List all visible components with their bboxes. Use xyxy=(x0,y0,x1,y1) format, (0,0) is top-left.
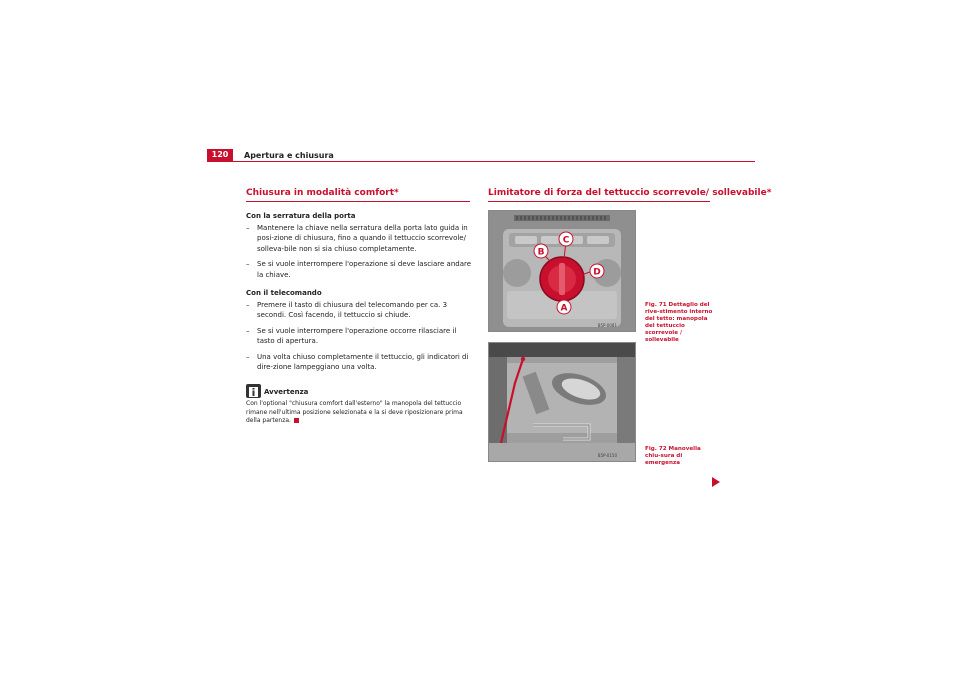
chapter-title: Apertura e chiusura xyxy=(244,151,334,160)
end-mark-icon xyxy=(294,418,299,423)
figure-code: B5P-0150 xyxy=(597,453,617,458)
remote-heading: Con il telecomando xyxy=(246,289,322,297)
figure-72-caption: Fig. 72 Manovella chiu-sura di emergenza xyxy=(645,446,701,466)
header-rule xyxy=(207,161,755,162)
list-item-text: Se si vuole interrompere l'operazione occorre rilasciare il tasto di apertura. xyxy=(257,326,457,345)
page-number: 120 xyxy=(211,150,229,159)
section-title-comfort-close: Chiusura in modalità comfort* xyxy=(246,188,399,198)
callout-b xyxy=(534,244,548,258)
list-item-text: Premere il tasto di chiusura del telecomando per ca. 3 secondi. Così facendo, il tettuccio si chiude. xyxy=(257,300,448,319)
callout-d xyxy=(590,264,604,278)
section-rule-left xyxy=(246,201,470,202)
svg-text:A: A xyxy=(560,303,568,314)
list-item xyxy=(246,326,472,347)
next-page-arrow-icon xyxy=(712,477,720,487)
list-item-text: Mantenere la chiave nella serratura della porta lato guida in posi-zione di chiusura, fino a quando il tettuccio scorrevole/ solleva-bile non si sia chiuso completamente. xyxy=(257,223,468,253)
figure-emergency-crank xyxy=(488,342,636,462)
figure-roof-control-knob xyxy=(488,210,636,332)
list-dash: – xyxy=(246,223,250,232)
warning-text: Con l'optional "chiusura comfort dall'esterno" la manopola del tettuccio rimane nell'ultima posizione selezionata e la si deve riposizionare prima della partenza. xyxy=(246,400,463,425)
list-item xyxy=(246,352,472,373)
list-item xyxy=(246,300,472,321)
svg-text:C: C xyxy=(562,235,570,246)
svg-text:D: D xyxy=(593,267,601,278)
list-item xyxy=(246,223,472,255)
svg-text:B: B xyxy=(537,247,545,258)
section-title-force-limiter: Limitatore di forza del tettuccio scorrevole/ sollevabile* xyxy=(488,188,772,198)
warning-title: Avvertenza xyxy=(264,388,309,396)
left-column-body xyxy=(246,211,472,378)
list-item-text: Una volta chiuso completamente il tettuccio, gli indicatori di dire-zione lampeggiano una volta. xyxy=(257,352,469,371)
door-lock-heading: Con la serratura della porta xyxy=(246,212,356,220)
section-rule-right xyxy=(488,201,710,202)
list-dash: – xyxy=(246,260,250,268)
list-dash: – xyxy=(246,300,250,309)
callout-a xyxy=(557,300,571,314)
figure-code: B5P-0081 xyxy=(597,323,617,328)
list-item-text: Se si vuole interrompere l'operazione si deve lasciare andare la chiave. xyxy=(257,260,472,279)
list-item xyxy=(246,259,472,280)
list-dash: – xyxy=(246,326,250,335)
list-dash: – xyxy=(246,352,250,361)
figure-71-caption: Fig. 71 Dettaglio del rive-stimento interno del tetto: manopola del tettuccio scorrevole / sollevabile xyxy=(645,302,713,343)
callout-c xyxy=(559,232,573,246)
info-icon xyxy=(246,384,261,398)
